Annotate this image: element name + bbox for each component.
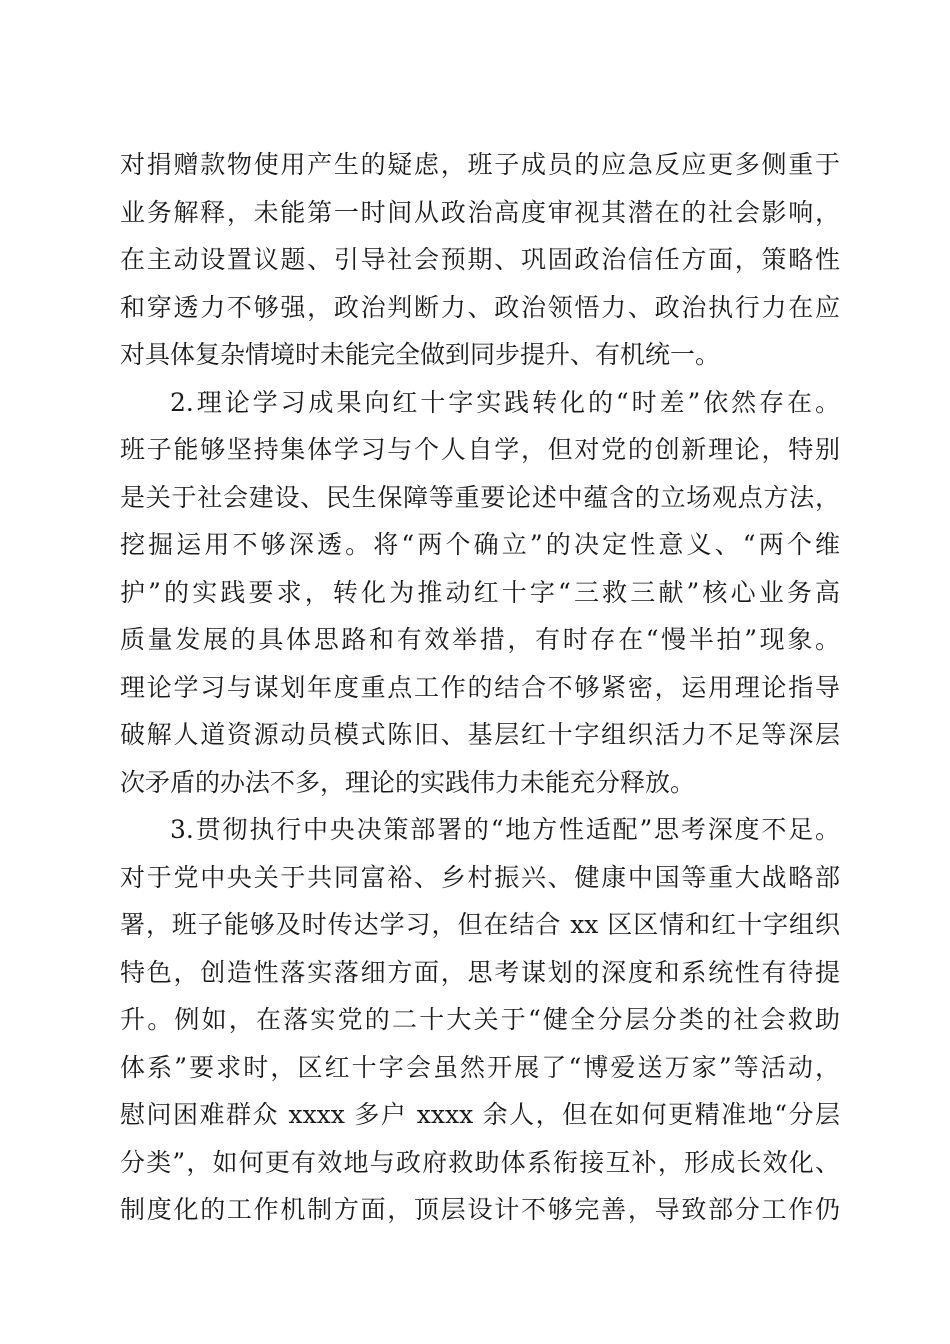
text-line: 破解人道资源动员模式陈旧、基层红十字组织活力不足等深层 [120,720,840,749]
text-line: 对捐赠款物使用产生的疑虑，班子成员的应急反应更多侧重于 [120,150,840,179]
text-line: 升。例如，在落实党的二十大关于“健全分层分类的社会救助 [120,1005,840,1034]
section-heading-3: 3.贯彻执行中央决策部署的“地方性适配”思考深度不足。 [170,815,840,844]
text-line: 挖掘运用不够深透。将“两个确立”的决定性意义、“两个维 [120,530,840,559]
text-line: 在主动设置议题、引导社会预期、巩固政治信任方面，策略性 [120,245,840,274]
text-line: 是关于社会建设、民生保障等重要论述中蕴含的立场观点方法， [120,482,840,512]
text-line: 署，班子能够及时传达学习，但在结合 xx 区区情和红十字组织 [120,910,840,939]
text-line: 次矛盾的办法不多，理论的实践伟力未能充分释放。 [120,767,696,797]
text-line: 质量发展的具体思路和有效举措，有时存在“慢半拍”现象。 [120,625,840,654]
document-body [120,141,840,1234]
text-line: 和穿透力不够强，政治判断力、政治领悟力、政治执行力在应 [120,292,840,322]
text-line: 特色，创造性落实落细方面，思考谋划的深度和系统性有待提 [120,957,840,987]
text-line: 理论学习与谋划年度重点工作的结合不够紧密，运用理论指导 [120,672,840,702]
text-line: 分类”，如何更有效地与政府救助体系衔接互补，形成长效化、 [120,1147,840,1177]
text-line: 护”的实践要求，转化为推动红十字“三救三献”核心业务高 [120,577,840,607]
text-line: 业务解释，未能第一时间从政治高度审视其潜在的社会影响， [120,197,840,227]
text-line: 班子能够坚持集体学习与个人自学，但对党的创新理论，特别 [120,435,840,464]
text-line: 体系”要求时，区红十字会虽然开展了“博爱送万家”等活动， [120,1052,840,1082]
text-line: 慰问困难群众 xxxx 多户 xxxx 余人，但在如何更精准地“分层 [120,1100,840,1129]
text-line: 对于党中央关于共同富裕、乡村振兴、健康中国等重大战略部 [120,862,840,892]
section-heading-2: 2.理论学习成果向红十字实践转化的“时差”依然存在。 [170,387,840,417]
text-line: 制度化的工作机制方面，顶层设计不够完善，导致部分工作仍 [120,1195,840,1224]
text-line: 对具体复杂情境时未能完全做到同步提升、有机统一。 [120,340,721,369]
